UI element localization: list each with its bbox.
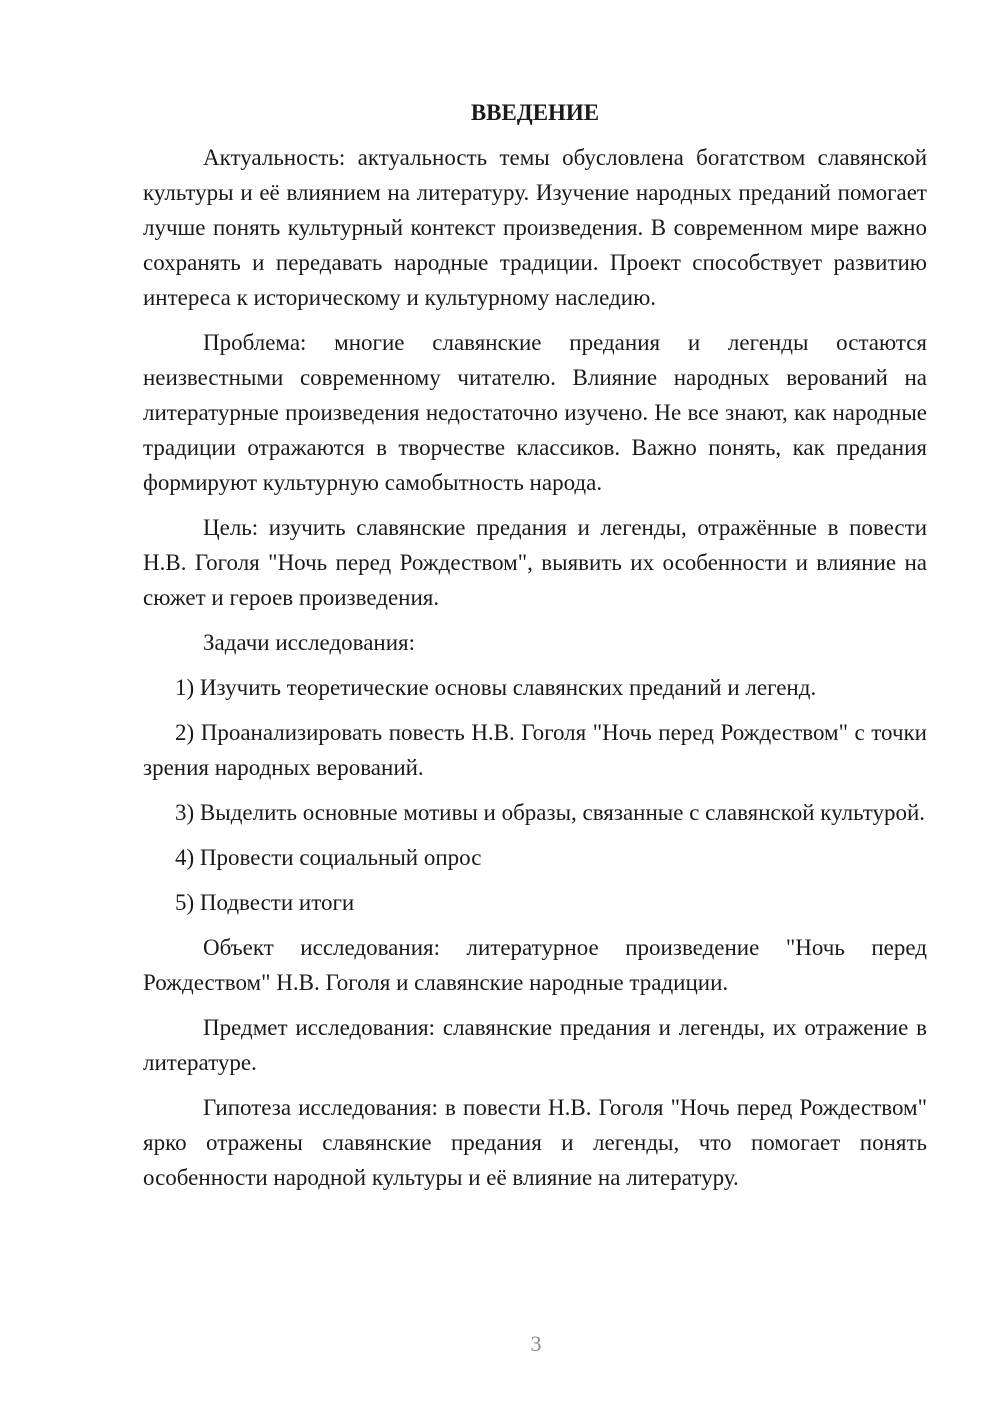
object-paragraph: Объект исследования: литературное произведение "Ночь перед Рождеством" Н.В. Гоголя и славянские народные традиции. (143, 935, 927, 995)
page-number: 3 (530, 1331, 542, 1356)
subject-paragraph: Предмет исследования: славянские предания и легенды, их отражение в литературе. (143, 1015, 927, 1075)
problem-paragraph: Проблема: многие славянские предания и легенды остаются неизвестными современному читателю. Влияние народных верований на литературные произведения недостаточно изучено. Не все знают, как народные традиции отражаются в творчестве классиков. Важно понять, как предания формируют культурную самобытность народа. (143, 330, 927, 495)
page-title: ВВЕДЕНИЕ (470, 100, 600, 125)
task-item: 5) Подвести итоги (175, 890, 355, 915)
task-item: 2) Проанализировать повесть Н.В. Гоголя "Ночь перед Рождеством" с точки зрения народных верований. (143, 720, 927, 780)
task-item: 3) Выделить основные мотивы и образы, связанные с славянской культурой. (175, 800, 926, 825)
document-body (143, 95, 927, 1205)
hypothesis-paragraph: Гипотеза исследования: в повести Н.В. Гоголя "Ночь перед Рождеством" ярко отражены славянские предания и легенды, что помогает понять особенности народной культуры и её влияние на литературу. (143, 1095, 927, 1190)
task-item: 1) Изучить теоретические основы славянских преданий и легенд. (175, 675, 817, 700)
tasks-heading: Задачи исследования: (203, 630, 416, 655)
relevance-paragraph: Актуальность: актуальность темы обусловлена богатством славянской культуры и её влиянием на литературу. Изучение народных преданий помогает лучше понять культурный контекст произведения. В современном мире важно сохранять и передавать народные традиции. Проект способствует развитию интереса к историческому и культурному наследию. (143, 145, 927, 310)
task-item: 4) Провести социальный опрос (175, 845, 482, 870)
goal-paragraph: Цель: изучить славянские предания и легенды, отражённые в повести Н.В. Гоголя "Ночь перед Рождеством", выявить их особенности и влияние на сюжет и героев произведения. (143, 515, 927, 610)
